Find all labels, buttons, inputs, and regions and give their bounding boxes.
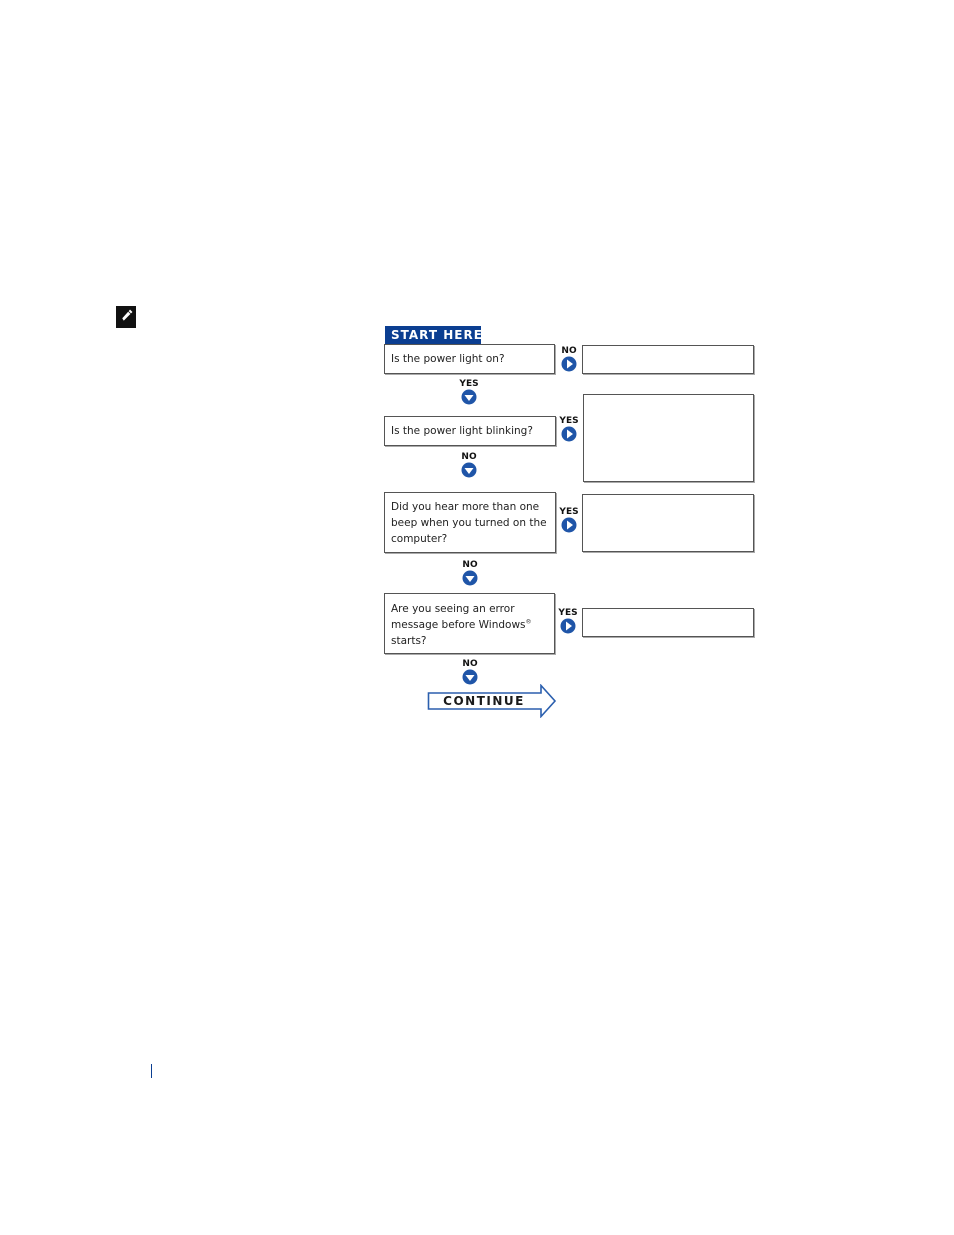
answer-box-1 [582, 345, 754, 374]
continue-label: CONTINUE [443, 694, 525, 708]
answer-box-2 [583, 394, 754, 482]
connector-label: NO [461, 452, 477, 462]
connector-label: NO [462, 659, 478, 669]
question-text: Are you seeing an error message before Windows [391, 603, 526, 631]
connector-label: YES [559, 416, 579, 426]
connector-label: NO [462, 560, 478, 570]
start-here-label: START HERE [385, 326, 481, 345]
side-connector-yes [556, 416, 582, 442]
connector-label: NO [561, 346, 577, 356]
down-connector-yes [455, 379, 483, 405]
question-box-more-than-one-beep [384, 492, 556, 553]
page-margin-bar [151, 1064, 152, 1078]
question-text: Is the power light on? [391, 353, 505, 365]
registered-mark: ® [525, 618, 532, 626]
side-connector-yes [555, 608, 581, 634]
answer-box-4 [582, 608, 754, 637]
question-box-power-light-on [384, 344, 555, 374]
arrow-right-circle-icon [561, 517, 577, 533]
arrow-right-circle-icon [561, 356, 577, 372]
answer-box-3 [582, 494, 754, 552]
side-connector-no [559, 346, 579, 372]
arrow-right-circle-icon [561, 426, 577, 442]
connector-label: YES [558, 608, 578, 618]
connector-label: YES [559, 507, 579, 517]
note-pencil-icon [116, 306, 136, 328]
arrow-down-circle-icon [462, 570, 478, 586]
continue-arrow [427, 684, 557, 718]
down-connector-no [456, 452, 482, 478]
question-text: Did you hear more than one beep when you turned on the computer? [391, 501, 547, 545]
arrow-down-circle-icon [461, 389, 477, 405]
side-connector-yes [556, 507, 582, 533]
down-connector-no [457, 659, 483, 685]
question-text-end: starts? [391, 635, 427, 647]
question-box-error-message [384, 593, 555, 654]
question-box-power-light-blinking [384, 416, 556, 446]
down-connector-no [457, 560, 483, 586]
arrow-down-circle-icon [461, 462, 477, 478]
arrow-right-circle-icon [560, 618, 576, 634]
arrow-down-circle-icon [462, 669, 478, 685]
question-text: Is the power light blinking? [391, 425, 533, 437]
connector-label: YES [459, 379, 479, 389]
